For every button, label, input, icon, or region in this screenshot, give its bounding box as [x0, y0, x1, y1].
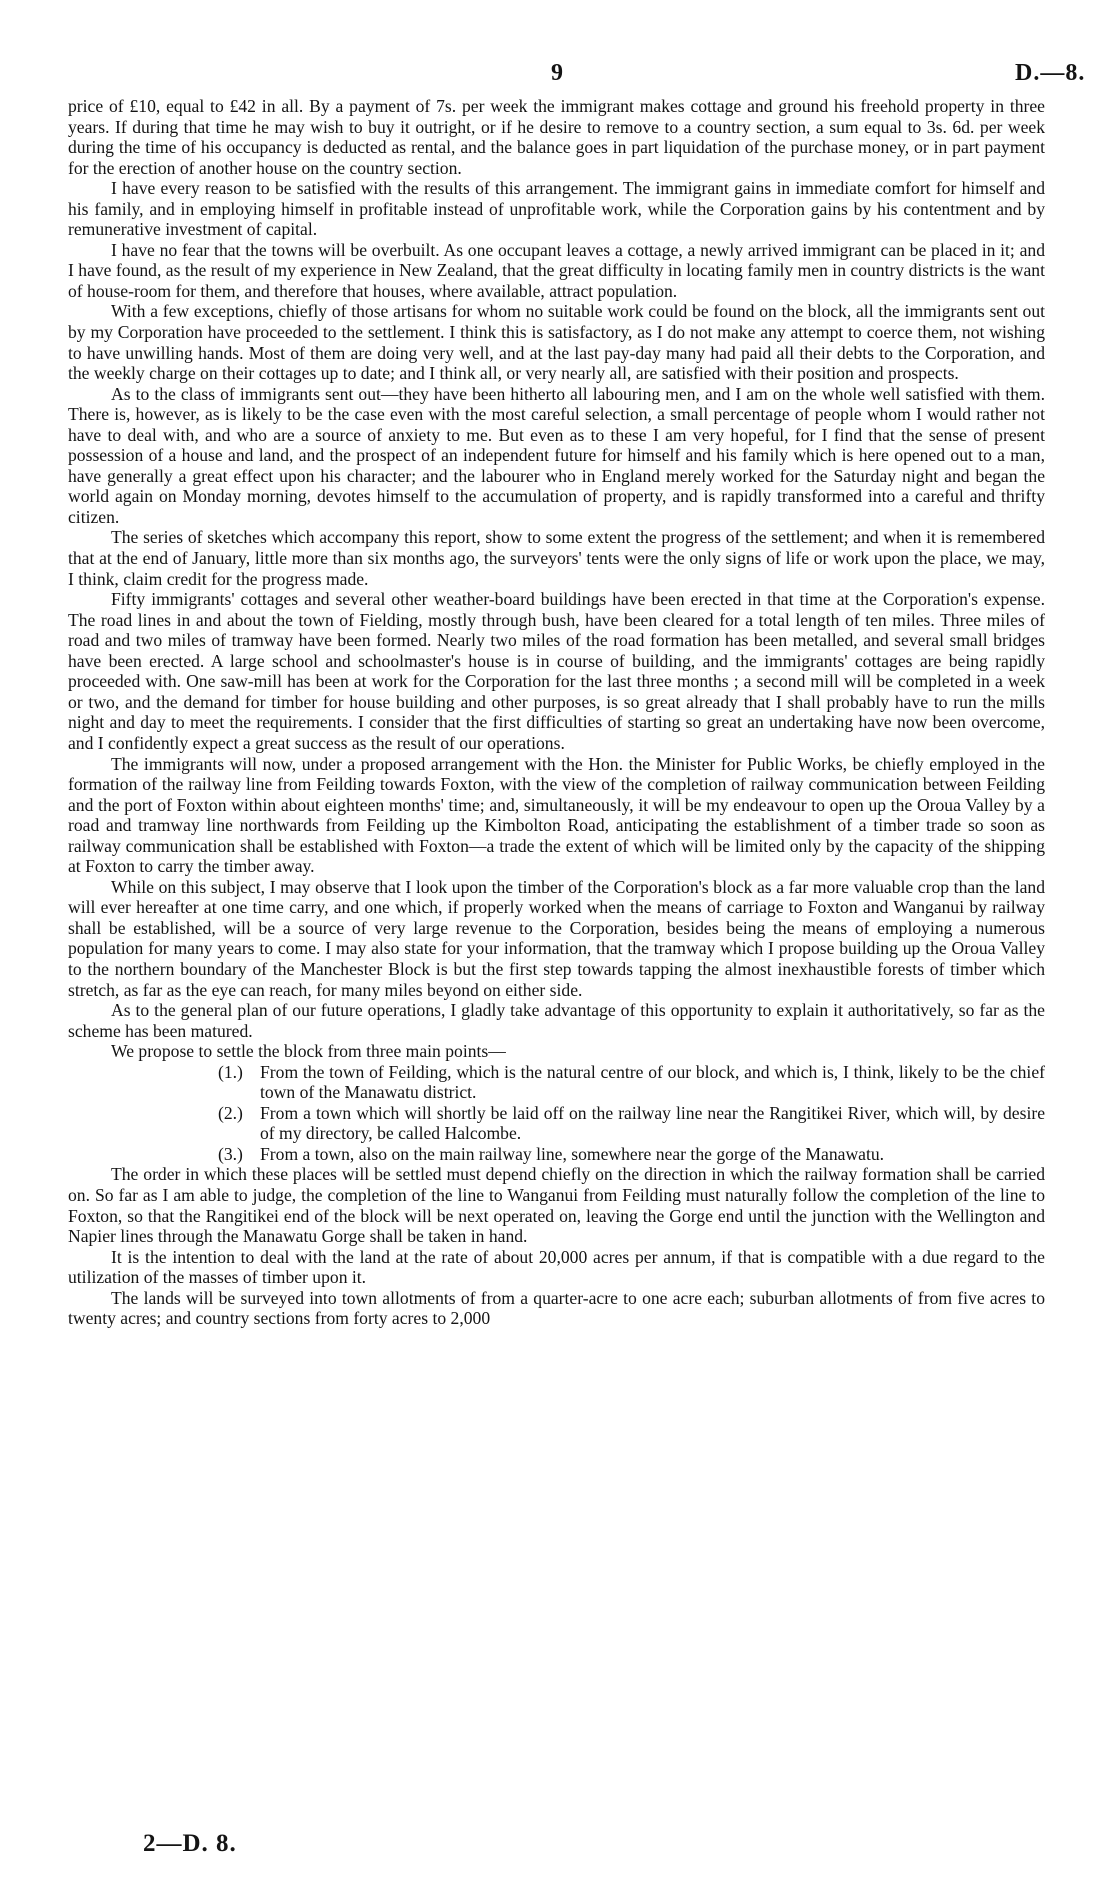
paragraph: As to the general plan of our future operations, I gladly take advantage of this opportunity to explain it authoritatively, so far as the scheme has been matured.: [68, 1000, 1045, 1041]
list-item-text: From a town which will shortly be laid off on the railway line near the Rangitikei River, which will, by desire of my directory, be called Halcombe.: [260, 1102, 1045, 1144]
paragraph: The immigrants will now, under a proposed arrangement with the Hon. the Minister for Public Works, be chiefly employed in the formation of the railway line from Feilding towards Foxton, with the view of the completion of railway communication between Feilding and the port of Foxton within about eighteen months' time; and, simultaneously, it will be my endeavour to open up the Oroua Valley by a road and tramway line northwards from Feilding up the Kimbolton Road, anticipating the establishment of a timber trade so soon as railway communication shall be established with Foxton—a trade the extent of which will be limited only by the capacity of the shipping at Foxton to carry the timber away.: [68, 753, 1045, 877]
paragraph: It is the intention to deal with the land at the rate of about 20,000 acres per annum, if that is compatible with a due regard to the utilization of the masses of timber upon it.: [68, 1246, 1045, 1288]
list-item-number: (1.): [218, 1061, 243, 1082]
list-item-number: (3.): [218, 1143, 243, 1164]
list-item-number: (2.): [218, 1102, 243, 1123]
paragraph: I have no fear that the towns will be overbuilt. As one occupant leaves a cottage, a newly arrived immigrant can be placed in it; and I have found, as the result of my experience in New Zealand, that the great difficulty in locating family men in country districts is the want of house-room for them, and therefore that houses, where available, attract population.: [68, 239, 1045, 301]
paragraph: The series of sketches which accompany this report, show to some extent the progress of the settlement; and when it is remembered that at the end of January, little more than six months ago, the surveyors' tents were the only signs of life or work upon the place, we may, I think, claim credit for the progress made.: [68, 527, 1045, 589]
list-item: [218, 1062, 1045, 1103]
list-item: [218, 1144, 1045, 1165]
list-item-text: From a town, also on the main railway line, somewhere near the gorge of the Manawatu.: [260, 1143, 885, 1164]
report-body: [68, 96, 1045, 1329]
paragraph: The order in which these places will be settled must depend chiefly on the direction in which the railway formation shall be carried on. So far as I am able to judge, the completion of the line to Wanganui from Feilding must naturally follow the completion of the line to Foxton, so that the Rangitikei end of the block will be next operated on, leaving the Gorge end until the junction with the Wellington and Napier lines through the Manawatu Gorge shall be taken in hand.: [68, 1164, 1045, 1247]
paragraph: We propose to settle the block from three main points—: [111, 1041, 506, 1062]
list-item: [218, 1103, 1045, 1144]
paragraph: The lands will be surveyed into town allotments of from a quarter-acre to one acre each; suburban allotments of from five acres to twenty acres; and country sections from forty acres to 2,000: [68, 1287, 1045, 1329]
document-reference: D.—8.: [1015, 60, 1086, 86]
paragraph: I have every reason to be satisfied with the results of this arrangement. The immigrant gains in immediate comfort for himself and his family, and in employing himself in profitable instead of unprofitable work, while the Corporation gains by his contentment and by remunerative investment of capital.: [68, 178, 1045, 240]
settlement-points-list: [68, 1062, 1045, 1165]
paragraph: As to the class of immigrants sent out—they have been hitherto all labouring men, and I am on the whole well satisfied with them. There is, however, as is likely to be the case even with the most careful selection, a small percentage of people whom I would rather not have to deal with, and who are a source of anxiety to me. But even as to these I am very hopeful, for I find that the sense of present possession of a house and land, and the prospect of an independent future for himself and his family which is here opened out to a man, have generally a great effect upon his character; and the labourer who in England merely worked for the Saturday night and began the world again on Monday morning, devotes himself to the accumulation of property, and is rapidly transformed into a careful and thrifty citizen.: [68, 383, 1045, 527]
paragraph: While on this subject, I may observe that I look upon the timber of the Corporation's block as a far more valuable crop than the land will ever hereafter at one time carry, and one which, if properly worked when the means of carriage to Foxton and Wanganui by railway shall be established, will be a source of very large revenue to the Corporation, besides being the means of employing a numerous population for many years to come. I may also state for your information, that the tramway which I propose building up the Oroua Valley to the northern boundary of the Manchester Block is but the first step towards tapping the almost inexhaustible forests of timber which stretch, as far as the eye can reach, for many miles beyond on either side.: [68, 876, 1045, 1000]
list-item-text: From the town of Feilding, which is the natural centre of our block, and which is, I think, likely to be the chief town of the Manawatu district.: [260, 1061, 1045, 1103]
page-number: 9: [551, 60, 563, 86]
paragraph: price of £10, equal to £42 in all. By a payment of 7s. per week the immigrant makes cottage and ground his freehold property in three years. If during that time he may wish to buy it outright, or if he desire to remove to a country section, a sum equal to 3s. 6d. per week during the time of his occupancy is deducted as rental, and the balance goes in part liquidation of the purchase money, or in part payment for the erection of another house on the country section.: [68, 96, 1045, 178]
signature-mark: 2—D. 8.: [143, 1830, 237, 1857]
paragraph: Fifty immigrants' cottages and several other weather-board buildings have been erected in that time at the Corporation's expense. The road lines in and about the town of Fielding, mostly through bush, have been cleared for a total length of ten miles. Three miles of road and two miles of tramway have been formed. Nearly two miles of the road formation has been metalled, and several small bridges have been erected. A large school and schoolmaster's house is in course of building, and the immigrants' cottages are being rapidly proceeded with. One saw-mill has been at work for the Corporation for the last three months ; a second mill will be completed in a week or two, and the demand for timber for house building and other purposes, is so great already that I shall probably have to run the mills night and day to meet the requirements. I consider that the first difficulties of starting so great an undertaking have now been overcome, and I confidently expect a great success as the result of our operations.: [68, 589, 1045, 753]
paragraph: With a few exceptions, chiefly of those artisans for whom no suitable work could be found on the block, all the immigrants sent out by my Corporation have proceeded to the settlement. I think this is satisfactory, as I do not make any attempt to coerce them, not wishing to have unwilling hands. Most of them are doing very well, and at the last pay-day many had paid all their debts to the Corporation, and the weekly charge on their cottages up to date; and I think all, or very nearly all, are satisfied with their position and prospects.: [68, 301, 1045, 384]
